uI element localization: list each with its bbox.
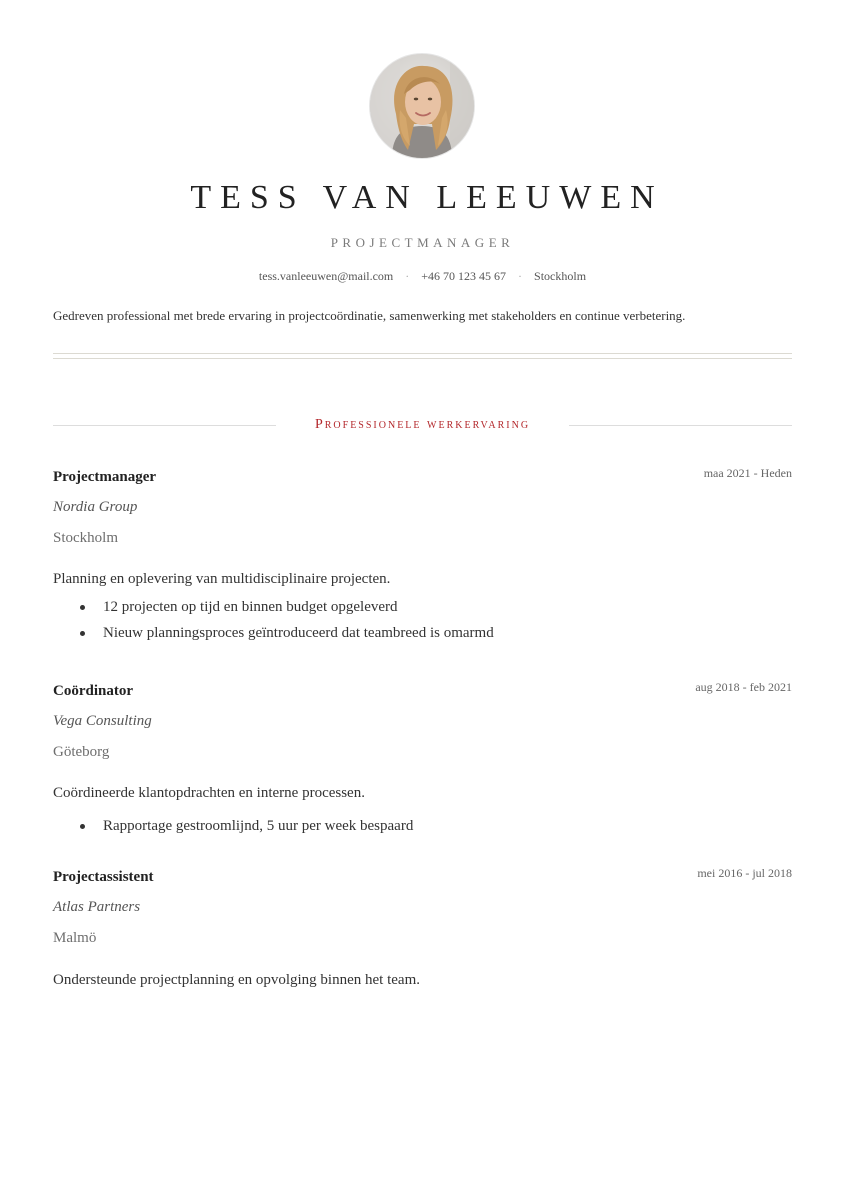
header-divider [53, 353, 792, 359]
job-entry-city: Stockholm [53, 530, 119, 546]
bullet-icon [80, 605, 85, 610]
job-entry-city: Malmö [53, 930, 97, 946]
profile-summary: Gedreven professional met brede ervaring in projectcoördinatie, samenwerking met stakeholders en continue verbetering. [53, 308, 686, 323]
job-entry-description: Planning en oplevering van multidisciplinaire projecten. [53, 571, 391, 587]
list-item [53, 813, 413, 839]
job-entry-company: Vega Consulting [53, 713, 152, 729]
portrait-image [370, 54, 474, 158]
list-item [53, 594, 494, 620]
email[interactable]: tess.vanleeuwen@mail.com [258, 269, 394, 283]
contact-separator: · [518, 269, 523, 283]
bullet-text: Nieuw planningsproces geïntroduceerd dat teambreed is omarmd [103, 625, 494, 641]
job-entry-dates: aug 2018 - feb 2021 [695, 680, 792, 694]
job-entry-city: Göteborg [53, 744, 110, 760]
section-heading [53, 414, 792, 436]
bullet-icon [80, 631, 85, 636]
phone[interactable]: +46 70 123 45 67 [421, 269, 507, 283]
profile-photo [370, 54, 474, 158]
job-entry-dates: mei 2016 - jul 2018 [697, 866, 792, 880]
candidate-name: TESS VAN LEEUWEN [190, 179, 664, 216]
job-entry-company: Nordia Group [53, 499, 138, 515]
bullet-text: 12 projecten op tijd en binnen budget opgeleverd [103, 599, 398, 615]
job-entry-title: Projectmanager [53, 469, 157, 485]
list-item [53, 620, 494, 646]
job-entry-company: Atlas Partners [53, 899, 141, 915]
job-entry-bullets [53, 813, 413, 839]
job-title: PROJECTMANAGER [330, 235, 515, 250]
heading-rule-left [53, 425, 276, 426]
job-entry-description: Coördineerde klantopdrachten en interne processen. [53, 785, 365, 801]
job-entry-title: Projectassistent [53, 869, 154, 885]
resume-page [53, 0, 792, 1198]
bullet-icon [80, 824, 85, 829]
job-entry-description: Ondersteunde projectplanning en opvolging binnen het team. [53, 972, 420, 988]
job-entry-bullets [53, 594, 494, 646]
bullet-text: Rapportage gestroomlijnd, 5 uur per week bespaard [103, 818, 414, 834]
contact-line [53, 267, 792, 285]
job-entry-dates: maa 2021 - Heden [703, 466, 792, 480]
job-entry-title: Coördinator [53, 683, 133, 699]
contact-separator: · [405, 269, 410, 283]
heading-rule-right [569, 425, 792, 426]
location: Stockholm [534, 269, 587, 283]
section-title: Professionele werkervaring [314, 417, 531, 432]
